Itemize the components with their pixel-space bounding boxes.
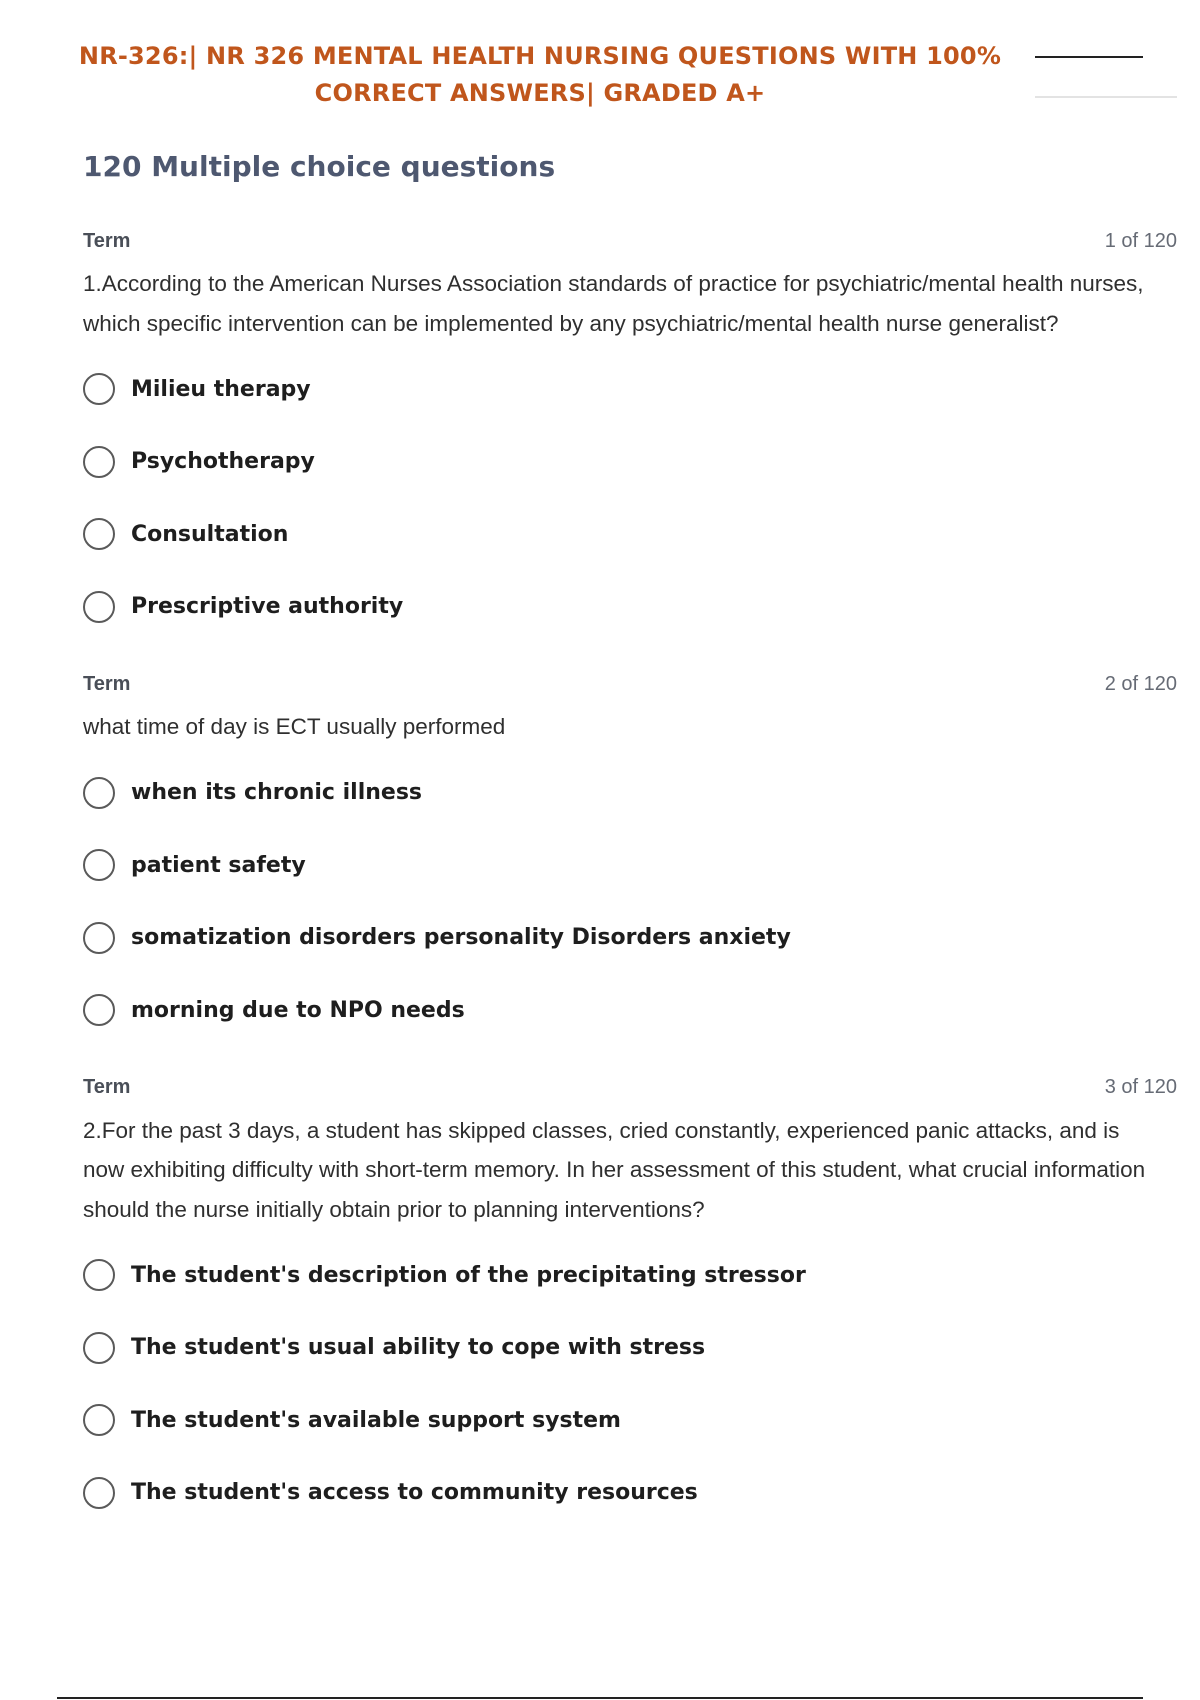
question-text: what time of day is ECT usually performed <box>83 714 506 739</box>
radio-button[interactable] <box>83 446 115 478</box>
radio-button[interactable] <box>83 849 115 881</box>
question-counter: 2 of 120 <box>1104 672 1177 695</box>
question-card <box>83 669 1177 1047</box>
answer-option[interactable] <box>83 571 1177 644</box>
answer-option-label: The student's description of the precipitating stressor <box>131 1262 806 1288</box>
radio-button[interactable] <box>83 922 115 954</box>
term-label: Term <box>83 229 131 252</box>
question-card <box>83 1073 1177 1530</box>
radio-button[interactable] <box>83 1477 115 1509</box>
answer-option-label: Milieu therapy <box>131 376 311 402</box>
radio-button[interactable] <box>83 1259 115 1291</box>
header-divider-bottom <box>1035 96 1177 98</box>
question-counter: 3 of 120 <box>1104 1076 1177 1098</box>
document-title <box>60 38 1020 112</box>
answer-option[interactable] <box>83 1239 1177 1312</box>
radio-button[interactable] <box>83 1404 115 1436</box>
answer-option[interactable] <box>83 498 1177 571</box>
document-title-line-1: NR-326:| NR 326 MENTAL HEALTH NURSING QUESTIONS WITH 100% <box>78 42 1002 70</box>
radio-button[interactable] <box>83 373 115 405</box>
answer-option[interactable] <box>83 974 1177 1047</box>
question-text: 1.According to the American Nurses Association standards of practice for psychiatric/mental health nurses, which specific intervention can be implemented by any psychiatric/mental health nurse generalist? <box>83 271 1144 336</box>
answer-option-label: The student's available support system <box>131 1407 621 1433</box>
question-set-title: 120 Multiple choice questions <box>83 150 556 183</box>
footer-divider <box>57 1697 1143 1699</box>
term-label: Term <box>83 1076 131 1098</box>
answer-option-label: Prescriptive authority <box>131 594 404 620</box>
question-list <box>83 226 1177 1529</box>
header-divider-top <box>1035 56 1143 58</box>
question-card-header <box>83 226 1177 256</box>
document-title-line-2: CORRECT ANSWERS| GRADED A+ <box>314 79 766 107</box>
question-counter: 1 of 120 <box>1104 229 1177 252</box>
answer-options <box>83 353 1177 643</box>
answer-option-label: somatization disorders personality Disorders anxiety <box>131 925 791 951</box>
radio-button[interactable] <box>83 518 115 550</box>
question-card-header <box>83 669 1177 699</box>
answer-option[interactable] <box>83 757 1177 830</box>
answer-option[interactable] <box>83 426 1177 499</box>
answer-option[interactable] <box>83 353 1177 426</box>
answer-option[interactable] <box>83 1457 1177 1530</box>
answer-option-label: The student's usual ability to cope with stress <box>131 1335 706 1361</box>
answer-options <box>83 1239 1177 1529</box>
answer-options <box>83 757 1177 1047</box>
answer-option-label: The student's access to community resources <box>131 1480 698 1506</box>
question-card <box>83 226 1177 643</box>
radio-button[interactable] <box>83 994 115 1026</box>
radio-button[interactable] <box>83 1332 115 1364</box>
answer-option[interactable] <box>83 1312 1177 1385</box>
radio-button[interactable] <box>83 591 115 623</box>
answer-option-label: when its chronic illness <box>131 780 423 806</box>
term-label: Term <box>83 672 131 695</box>
answer-option-label: Psychotherapy <box>131 449 315 475</box>
answer-option-label: patient safety <box>131 852 306 878</box>
answer-option[interactable] <box>83 1384 1177 1457</box>
answer-option[interactable] <box>83 829 1177 902</box>
radio-button[interactable] <box>83 777 115 809</box>
answer-option[interactable] <box>83 902 1177 975</box>
answer-option-label: Consultation <box>131 521 289 547</box>
answer-option-label: morning due to NPO needs <box>131 997 465 1023</box>
question-card-header <box>83 1073 1177 1103</box>
question-text: 2.For the past 3 days, a student has skipped classes, cried constantly, experienced panic attacks, and is now exhibiting difficulty with short-term memory. In her assessment of this student, what crucial information should the nurse initially obtain prior to planning interventions? <box>83 1117 1146 1222</box>
